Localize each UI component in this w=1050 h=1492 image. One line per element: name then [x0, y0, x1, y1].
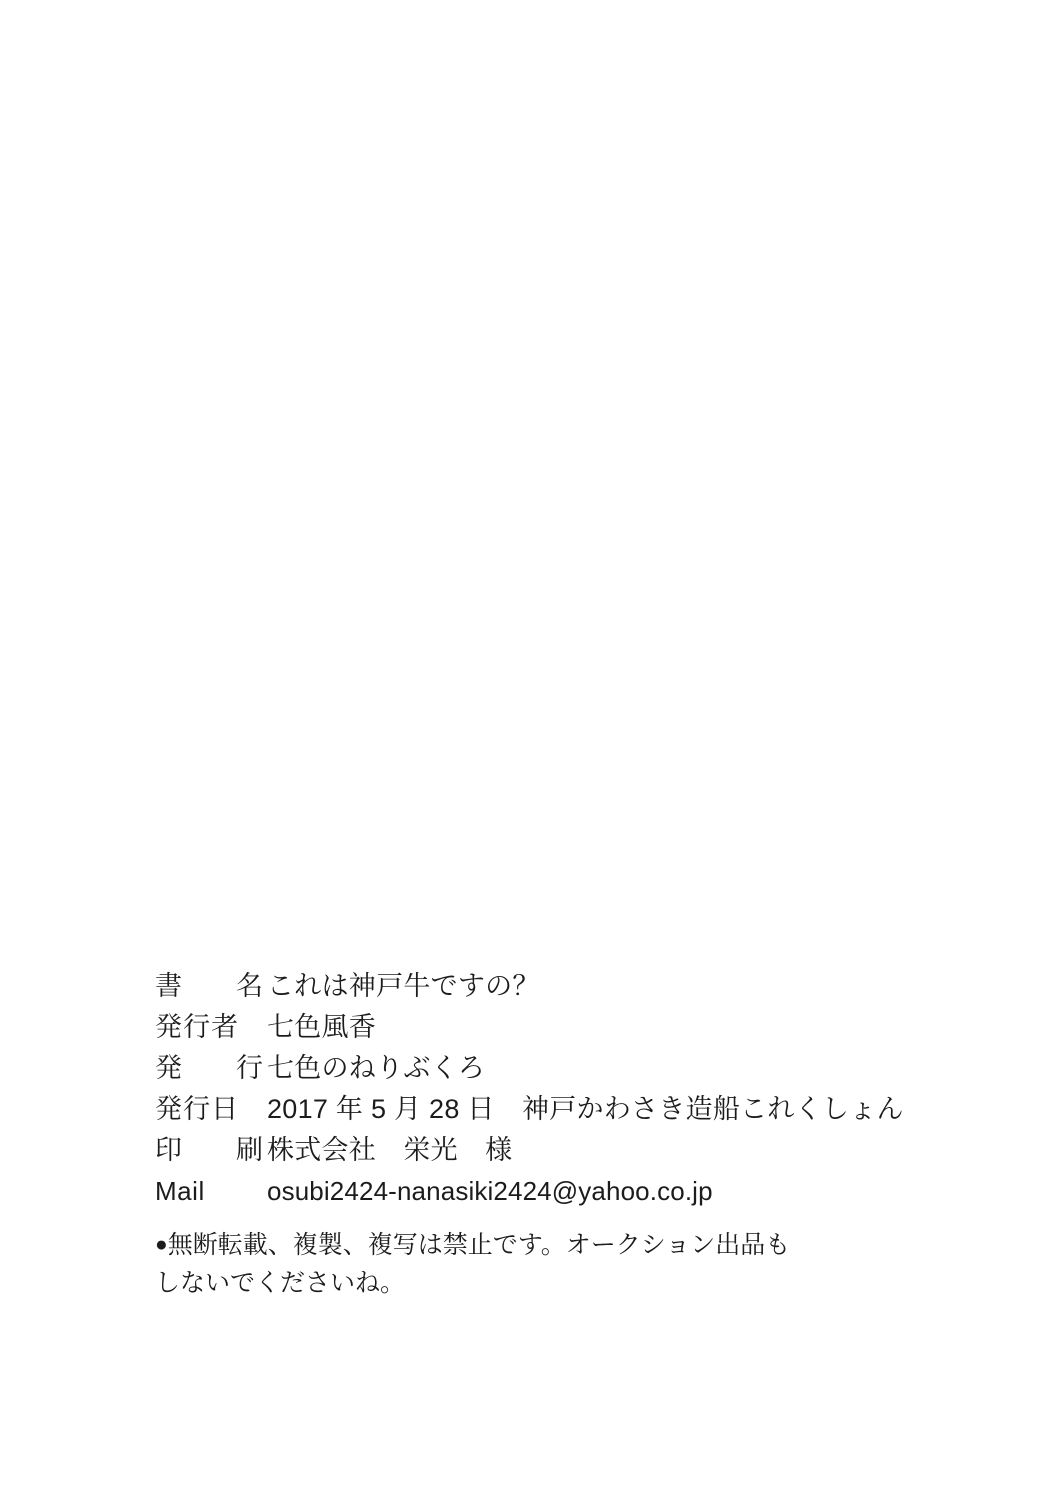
colophon-label-publisher-person: 発行者	[155, 1012, 240, 1042]
colophon-row-date	[155, 1089, 975, 1130]
colophon-label-mail: Mail	[155, 1176, 205, 1206]
colophon-label-date: 発行日	[155, 1094, 240, 1124]
colophon-row-circle	[155, 1048, 975, 1089]
colophon-label-printer: 印 刷	[155, 1135, 277, 1165]
colophon-row-printer	[155, 1130, 975, 1171]
colophon-value-mail: osubi2424-nanasiki2424@yahoo.co.jp	[267, 1176, 713, 1206]
colophon-row-mail	[155, 1171, 975, 1212]
copyright-notice-line1: 無断転載、複製、複写は禁止です。オークション出品も	[167, 1231, 791, 1259]
bullet-icon: ●	[155, 1233, 168, 1256]
colophon-block	[155, 966, 975, 1302]
copyright-notice	[155, 1226, 855, 1302]
colophon-row-publisher-person	[155, 1007, 975, 1048]
colophon-value-title: これは神戸牛ですの？	[267, 971, 540, 1001]
colophon-row-title	[155, 966, 975, 1007]
copyright-notice-line2: しないでくださいね。	[155, 1269, 406, 1297]
colophon-value-circle: 七色のねりぶくろ	[267, 1053, 486, 1083]
colophon-label-title: 書 名	[155, 971, 277, 1001]
colophon-label-circle: 発 行	[155, 1053, 277, 1083]
colophon-value-date: 2017 年 5 月 28 日 神戸かわさき造船これくしょん	[267, 1094, 904, 1124]
colophon-value-publisher-person: 七色風香	[267, 1012, 377, 1042]
colophon-value-printer: 株式会社 栄光 様	[267, 1135, 513, 1165]
